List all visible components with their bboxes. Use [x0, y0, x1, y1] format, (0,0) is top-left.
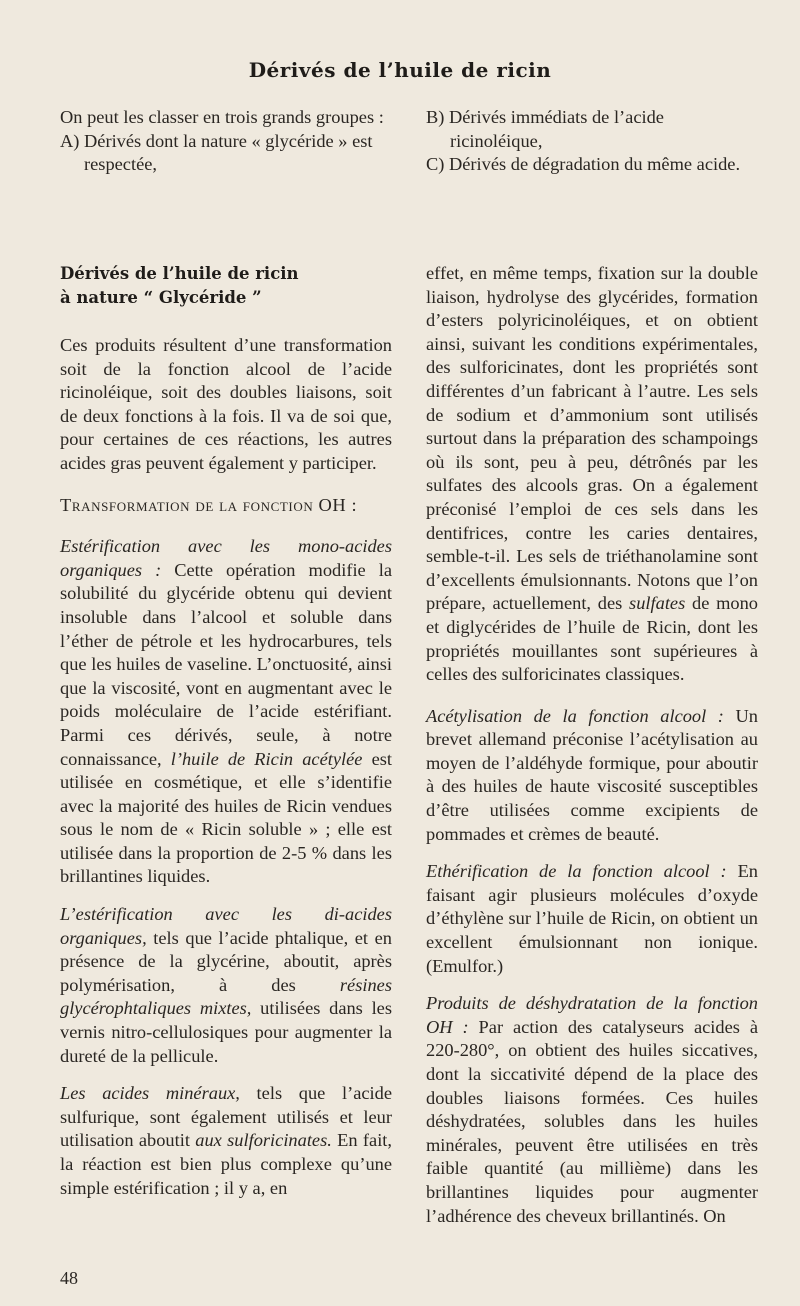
subheading: Transformation de la fonction OH : [60, 494, 358, 515]
intro-left-column [60, 106, 392, 177]
etherification-paragraph [426, 860, 758, 978]
di-acids-paragraph [60, 903, 392, 1068]
acetylisation-title: Acétylisation de la fonction alcool : [426, 705, 724, 726]
etherification-title: Ethérification de la fonction alcool : [426, 861, 727, 882]
list-item-b: B) Dérivés immédiats de l’acide ricinoléique, [426, 107, 664, 151]
resins-term: résines glycérophtaliques mixtes, [60, 974, 392, 1019]
mono-acids-paragraph [60, 535, 392, 889]
dehydration-text: Par action des catalyseurs acides à 220-280°, on obtient des huiles siccatives, dont la siccativité dépend de la place des doubles liaisons formées. Ces huiles déshydratées, solubles dans les huiles minérales, peuvent être utilisées en très faible quantité (au millième) dans les brillantines liquides pour augmenter l’adhérence des cheveux brillantinés. On [426, 1016, 758, 1226]
mineral-acids-paragraph [60, 1082, 392, 1200]
page-number: 48 [60, 1268, 78, 1288]
acetylisation-paragraph [426, 705, 758, 847]
list-item-a: A) Dérivés dont la nature « glycéride » est respectée, [60, 130, 373, 175]
right-column [426, 262, 758, 1228]
mineral-acids-text-2: En fait, la réaction est bien plus complexe qu’une simple estérification ; il y a, en [60, 1130, 393, 1198]
section-intro-paragraph: Ces produits résultent d’une transformation soit de la fonction alcool de l’acide ricinoléique, soit des doubles liaisons, soit de deux fonctions à la fois. Il va de soi que, pour certaines de ces réactions, les autres acides gras peuvent également y participer. [60, 335, 392, 473]
continuation-text-2: de mono et diglycérides de l’huile de Ricin, dont les propriétés mouillantes sont supérieures à celles des sulforicinates classiques. [426, 593, 759, 685]
dehydration-paragraph [426, 992, 758, 1228]
section-title-line1: Dérivés de l’huile de ricin [60, 264, 299, 283]
acetylated-oil-term: l’huile de Ricin acétylée [170, 748, 363, 769]
di-acids-text-2: utilisées dans les vernis nitro-cellulosiques pour augmenter la dureté de la pellicule. [60, 998, 392, 1066]
mono-acids-text: Cette opération modifie la solubilité du glycéride obtenu qui devient insoluble dans l’alcool et soluble dans l’éther de pétrole et les hydrocarbures, tels que les huiles de vaseline. L’onctuosité, ainsi que la viscosité, vont en augmentant avec le poids moléculaire de l’acide estérifiant. Parmi ces dérivés, seule, à notre connaissance, [60, 559, 392, 769]
mono-acids-title: Estérification avec les mono-acides organiques : [60, 536, 392, 580]
di-acids-text: tels que l’acide phtalique, et en présence de la glycérine, aboutit, après polymérisation, à des [60, 927, 392, 995]
dehydration-title: Produits de déshydratation de la fonction OH : [426, 993, 758, 1037]
left-column [60, 262, 392, 1200]
etherification-text: En faisant agir plusieurs molécules d’oxyde d’éthylène sur l’huile de Ricin, on obtient un excellent émulsionnant non ionique. (Emulfor.) [426, 861, 758, 976]
acetylisation-text: Un brevet allemand préconise l’acétylisation au moyen de l’aldéhyde formique, pour aboutir à des huiles de haute viscosité susceptibles d’être utilisées comme excipients de pommades et crèmes de beauté. [426, 705, 758, 844]
section-title-line2: à nature “ Glycéride ” [60, 288, 262, 307]
mineral-acids-text: tels que l’acide sulfurique, sont également utilisés et leur utilisation aboutit [60, 1083, 392, 1151]
intro-paragraph: On peut les classer en trois grands groupes : [60, 107, 384, 127]
sulfates-term: sulfates [629, 593, 686, 614]
mineral-acids-title: Les acides minéraux, [60, 1083, 240, 1104]
section-title [60, 262, 392, 310]
continuation-paragraph [426, 262, 758, 687]
sulforicinates-term: aux sulforicinates. [195, 1130, 332, 1151]
continuation-text: effet, en même temps, fixation sur la double liaison, hydrolyse des glycérides, formation d’esters polyricinoléiques, et on obtient ainsi, suivant les conditions expérimentales, des sulforicinates, dont les propriétés sont différentes d’un fabricant à l’autre. Les sels de sodium et d’ammonium sont utilisés surtout dans la préparation des schampoings où ils sont, peu à peu, détrônés par les sulfates des alcools gras. On a également préconisé l’emploi de ces sels dans les dentifrices, contre les caries dentaires, semble-t-il. Les sels de triéthanolamine sont d’excellents émulsionnants. Notons que l’on prépare, actuellement, des [426, 263, 758, 614]
mono-acids-text-2: est utilisée en cosmétique, et elle s’identifie avec la majorité des huiles de Ricin vendues sous le nom de « Ricin soluble » ; elle est utilisée dans la proportion de 2-5 % dans les brillantines liquides. [60, 748, 393, 887]
di-acids-title: L’estérification avec les di-acides organiques, [60, 904, 392, 948]
intro-right-column [426, 106, 758, 177]
page-title: Dérivés de l’huile de ricin [248, 58, 552, 82]
list-item-c: C) Dérivés de dégradation du même acide. [426, 154, 741, 175]
